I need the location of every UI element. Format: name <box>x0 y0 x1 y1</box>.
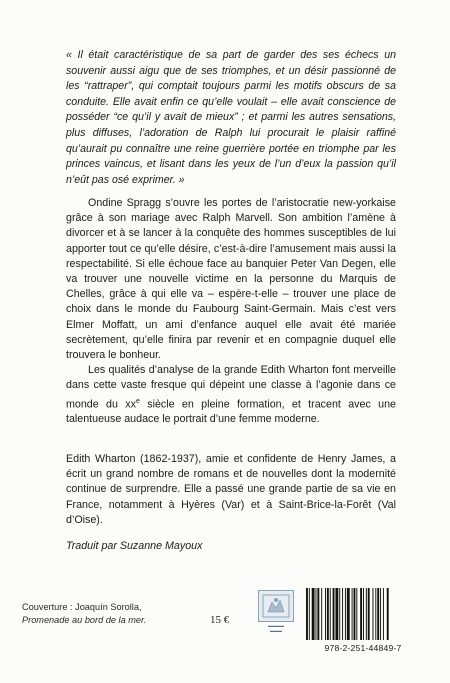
cover-painting-title: Promenade au bord de la mer. <box>22 615 147 625</box>
excerpt-quote: « Il était caractéristique de sa part de garder des ses échecs un souvenir aussi aigu que de ses triomphes, et un désir passionné de les “rattraper”, qui comptait toujours parmi les motifs obscurs de sa conduite. Elle avait enfin ce qu’elle voulait – elle avait conscience de posséder “ce qu’il y avait de mieux” ; et parmi les autres sensations, plus diffuses, l’adoration de Ralph lui procurait le plaisir raffiné qu’aurait pu connaître une reine guerrière portée en triomphe par les princes vaincus, et lisant dans les yeux de l’un d’eux la passion qu’il n’eût pas osé exprimer. » <box>66 49 396 186</box>
cover-credit <box>22 601 146 627</box>
barcode-bars <box>302 586 424 642</box>
isbn-number: 978-2-251-44849-7 <box>324 643 402 653</box>
cover-credit-line: Couverture : Joaquín Sorolla, <box>22 602 142 612</box>
author-bio-text: Edith Wharton (1862-1937), amie et confidente de Henry James, a écrit un grand nombre de romans et de nouvelles dont la modernité continue de surprendre. Elle a passé une grande partie de sa vie en France, notamment à Hyères (Var) et à Saint-Brice-la-Forêt (Val d’Oise). <box>66 453 396 526</box>
summary-text: Les qualités d’analyse de la grande Edith Wharton font merveille dans cette vaste fresque qui dépeint une classe à l’agonie dans ce monde du xx <box>66 364 396 411</box>
author-bio <box>66 452 396 528</box>
summary-paragraph <box>66 363 396 427</box>
summary-text: siècle en pleine formation, et tracent avec une talentueuse audace le portrait d’une femme moderne. <box>66 398 396 426</box>
publisher-emblem-icon <box>262 594 290 618</box>
price: 15 € <box>210 614 230 626</box>
summary-paragraph: Ondine Spragg s’ouvre les portes de l’aristocratie new-yorkaise grâce à son mariage avec Ralph Marvell. Son ambition l’amène à divorcer et à se lancer à la conquête des hommes susceptibles de lui apporter tout ce qu’elle désire, c’est-à-dire l’amusement mais aussi la respectabilité. Si elle échoue face au banquier Peter Van Degen, elle va trouver une nouvelle victime en la personne du Marquis de Chelles, grâce à qui elle va – espère-t-elle – trouver une place de choix dans le monde du Faubourg Saint-Germain. Mais c’est vers Elmer Moffatt, un ami d’enfance auquel elle avait été mariée secrètement, qu’elle finira par revenir et en compagnie duquel elle trouvera le bonheur. <box>66 197 396 362</box>
publisher-logo-mark <box>258 590 294 622</box>
translator-credit: Traduit par Suzanne Mayoux <box>66 540 203 552</box>
book-summary <box>66 196 396 428</box>
publisher-logo <box>258 590 294 636</box>
century-superscript: e <box>135 397 140 405</box>
publisher-logo-text: ▬▬▬▬ ▬▬▬ <box>268 623 284 633</box>
